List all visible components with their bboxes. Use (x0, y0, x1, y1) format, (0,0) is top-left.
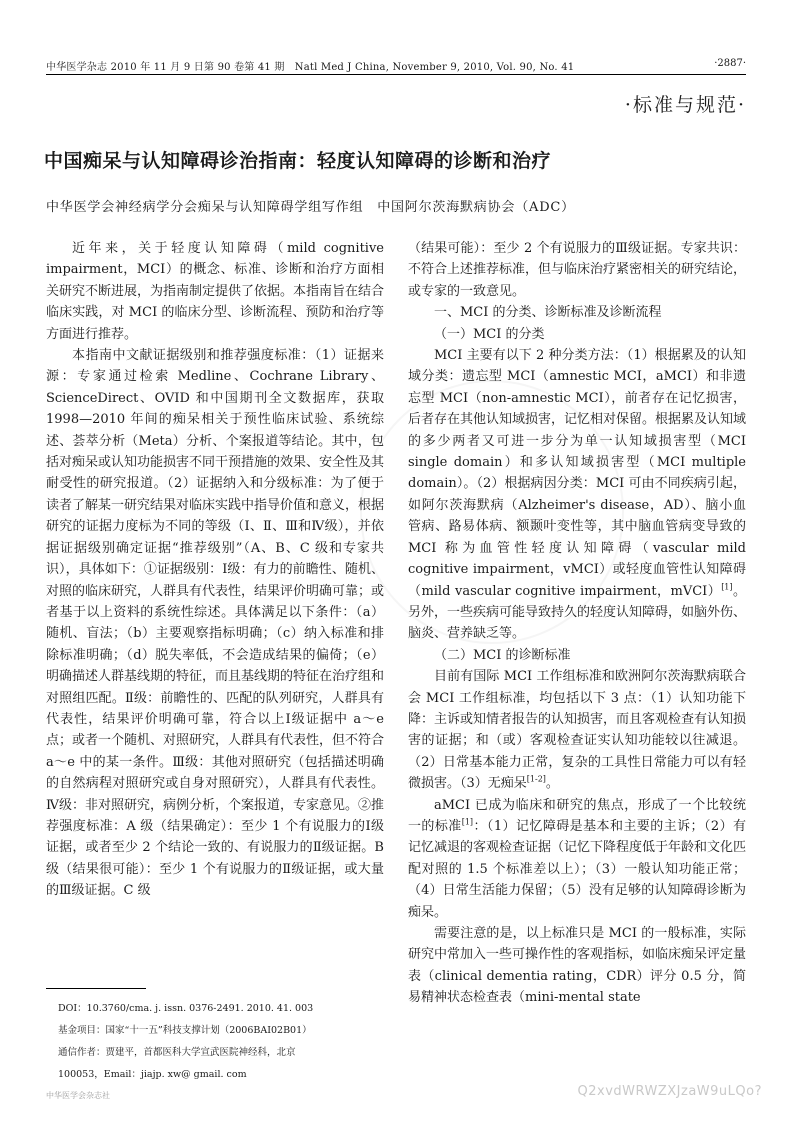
evidence-paragraph: 本指南中文献证据级别和推荐强度标准：（1）证据来源：专家通过检索 Medline、Cochrane Library、ScienceDirect、OVID 和中国期刊全文数据库，获取1998—2010 年间的痴呆相关于预性临床试验、系统综述、荟萃分析（Meta）分析、个案报道等结论。其中，包括对痴呆或认知功能损害不同干预措施的效果、安全性及其耐受性的研究报道。（2）证据纳入和分级标准：为了便于读者了解某一研究结果对临床实践中指导价值和意义，根据研究的证据力度标为不同的等级（Ⅰ、Ⅱ、Ⅲ和Ⅳ级），并依据证据级别确定证据“推荐级别”（A、B、C 级和专家共识），具体如下：①证据级别：Ⅰ级：有力的前瞻性、随机、对照的临床研究，人群具有代表性，结果评价明确可靠；或者基于以上资料的系统性综述。具体满足以下条件：（a）随机、盲法；（b）主要观察指标明确；（c）纳入标准和排除标准明确；（d）脱失率低，不会造成结果的偏倚；（e）明确描述人群基线期的特征，而且基线期的特征在治疗组和对照组匹配。Ⅱ级：前瞻性的、匹配的队列研究，人群具有代表性，结果评价明确可靠，符合以上Ⅰ级证据中 a～e 点；或者一个随机、对照研究，人群具有代表性，但不符合 a～e 中的某一条件。Ⅲ级：其他对照研究（包括描述明确的自然病程对照研究或自身对照研究），人群具有代表性。Ⅳ级：非对照研究，病例分析，个案报道，专家意见。②推荐强度标准：A 级（结果确定）：至少 1 个有说服力的Ⅰ级证据，或者至少 2 个结论一致的、有说服力的Ⅱ级证据。B 级（结果很可能）：至少 1 个有说服力的Ⅱ级证据，或大量的Ⅲ级证据。C 级 (46, 348, 385, 899)
citation-ref[interactable]: [1-2] (526, 774, 546, 784)
author-line: 中华医学会神经病学分会痴呆与认知障碍学组写作组 中国阿尔茨海默病协会（ADC） (46, 200, 575, 215)
intro-paragraph: 近年来，关于轻度认知障碍（mild cognitive impairment，MCI）的概念、标准、诊断和治疗方面相关研究不断进展，为指南制定提供了依据。本指南旨在结合临床实践，对 MCI 的临床分型、诊断流程、预防和治疗等方面进行推荐。 (46, 241, 385, 342)
section-heading-1: 一、MCI 的分类、诊断标准及诊断流程 (434, 305, 662, 321)
header-rule (46, 74, 746, 75)
page-number: ·2887· (714, 58, 746, 69)
footer-watermark-text: Q2xvdWRWZXJzaW9uLQo? (577, 1084, 762, 1099)
subsection-heading-criteria: （二）MCI 的诊断标准 (434, 647, 571, 663)
footnotes (58, 998, 388, 1086)
correspondence-line: 通信作者：贾建平，首都医科大学宣武医院神经科，北京 (58, 1047, 296, 1058)
section-tag: ·标准与规范· (624, 94, 746, 116)
correspondence-email-line[interactable]: 100053，Email：jiajp. xw@ gmail. com (58, 1069, 247, 1080)
note-paragraph: 需要注意的是，以上标准只是 MCI 的一般标准，实际研究中常加入一些可操作性的客观指标，如临床痴呆评定量表（clinical dementia rating，CDR）评分 0.5 分，简易精神状态检查表（mini-mental state (408, 926, 747, 1006)
subsection-heading-classification: （一）MCI 的分类 (434, 326, 545, 342)
classification-paragraph: MCI 主要有以下 2 种分类方法：（1）根据累及的认知域分类：遗忘型 MCI（amnestic MCI，aMCI）和非遗忘型 MCI（non-amnestic MCI），前者存在记忆损害，后者存在其他认知域损害，记忆相对保留。根据累及认知域的多少两者又可进一步分为单一认知域损害型（MCI single domain）和多认知域损害型（MCI multiple domain）。（2）根据病因分类：MCI 可由不同疾病引起，如阿尔茨海默病（Alzheimer's disease，AD）、脑小血管病、路易体病、额颞叶变性等，其中脑血管病变导致的 MCI 称为血管性轻度认知障碍（vascular mild cognitive impairment，vMCI）或轻度血管性认知障碍（mild vascular cognitive impairment，mVCI）[1]。另外，一些疾病可能导致持久的轻度认知障碍，如脑外伤、脑炎、营养缺乏等。 (408, 348, 747, 642)
amci-paragraph: aMCI 已成为临床和研究的焦点，形成了一个比较统一的标准[1]：（1）记忆障碍是基本和主要的主诉；（2）有记忆减退的客观检查证据（记忆下降程度低于年龄和文化匹配对照的 1.5 个标准差以上）；（3）一般认知功能正常；（4）日常生活能力保留；（5）没有足够的认知障碍诊断为痴呆。 (408, 797, 747, 920)
article-title: 中国痴呆与认知障碍诊治指南：轻度认知障碍的诊断和治疗 (44, 150, 552, 172)
publisher-logo: 中华医学会杂志社 (46, 1091, 110, 1100)
journal-citation: 中华医学杂志 2010 年 11 月 9 日第 90 卷第 41 期 Natl Med J China, November 9, 2010, Vol. 90, No. 41 (46, 62, 575, 73)
continued-paragraph: （结果可能）：至少 2 个有说服力的Ⅲ级证据。专家共识：不符合上述推荐标准，但与临床治疗紧密相关的研究结论，或专家的一致意见。 (408, 241, 747, 299)
doi-line[interactable]: DOI：10.3760/cma. j. issn. 0376-2491. 2010. 41. 003 (58, 1003, 314, 1014)
running-header (46, 58, 746, 73)
left-column (46, 238, 384, 902)
citation-ref[interactable]: [1] (461, 817, 474, 827)
footnote-rule (46, 988, 146, 989)
citation-ref[interactable]: [1] (721, 582, 733, 592)
fund-line: 基金项目：国家“十一五”科技支撑计划（2006BAI02B01） (58, 1025, 312, 1036)
criteria-paragraph: 目前有国际 MCI 工作组标准和欧洲阿尔茨海默病联合会 MCI 工作组标准，均包括以下 3 点：（1）认知功能下降：主诉或知情者报告的认知损害，而且客观检查有认知损害的证据；和（或）客观检查证实认知功能较以往减退。（2）日常基本能力正常，复杂的工具性日常能力可以有轻微损害。（3）无痴呆[1-2]。 (408, 669, 747, 792)
right-column (408, 238, 746, 1009)
